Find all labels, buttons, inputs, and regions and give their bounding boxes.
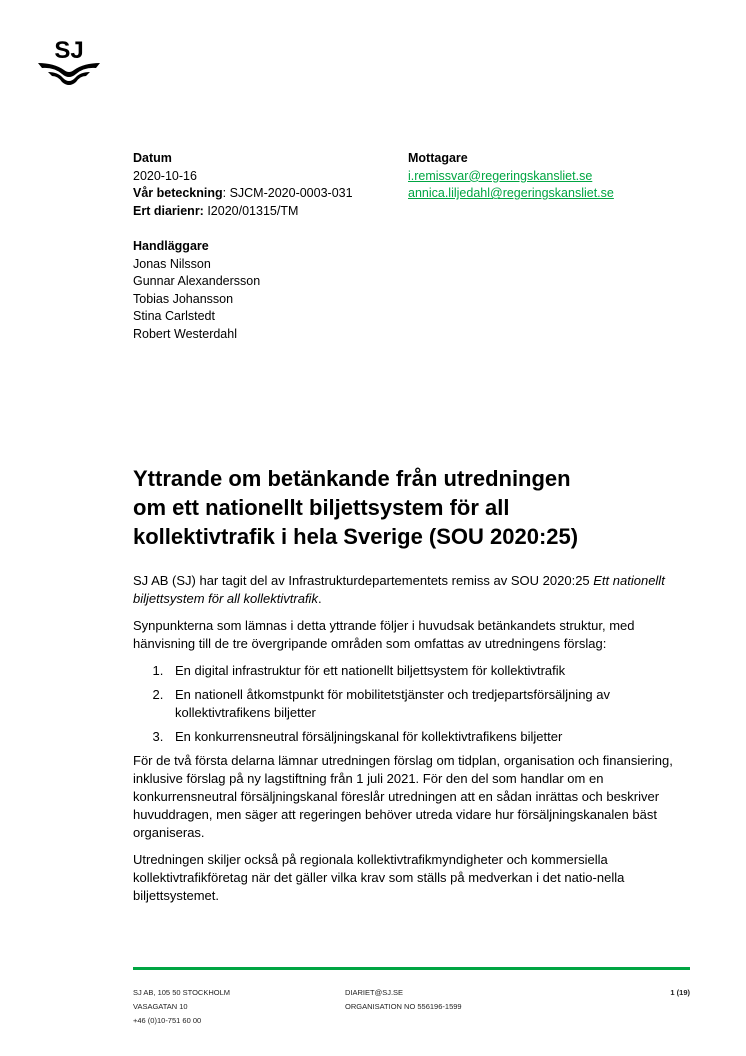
datum-value: 2020-10-16 (133, 168, 197, 183)
handlaggare-name: Tobias Johansson (133, 291, 234, 306)
title-line: kollektivtrafik i hela Sverige (SOU 2020:25) (133, 524, 579, 549)
title-line: om ett nationellt biljettsystem för all (133, 495, 510, 520)
var-beteckning-label: Vår beteckning (133, 186, 223, 201)
handlaggare-name: Robert Westerdahl (133, 326, 237, 341)
document-body (133, 572, 693, 914)
footer-line: VASAGATAN 10 (133, 1002, 188, 1011)
footer-contact (345, 986, 462, 1014)
numbered-list (133, 662, 693, 746)
report-title-italic: Ett nationellt biljettsystem för all kollektivtrafik (133, 573, 665, 606)
mottagare-label: Mottagare (408, 151, 468, 165)
footer-line: DIARIET@SJ.SE (345, 988, 404, 997)
footer-line: ORGANISATION NO 556196-1599 (345, 1002, 462, 1011)
list-item: 2. En nationell åtkomstpunkt för mobilitetstjänster och tredjepartsförsäljning av kollektivtrafikens biljetter (167, 686, 693, 722)
footer-line: SJ AB, 105 50 STOCKHOLM (133, 988, 230, 997)
paragraph-text: SJ AB (SJ) har tagit del av Infrastrukturdepartementets remiss av SOU 2020:25 (133, 573, 594, 588)
recipient-link[interactable]: i.remissvar@regeringskansliet.se (408, 168, 593, 183)
handlaggare-label: Handläggare (133, 239, 209, 253)
meta-right (408, 150, 614, 203)
page-number: 1 (19) (670, 988, 690, 997)
footer-address (133, 986, 230, 1028)
paragraph: Synpunkterna som lämnas i detta yttrande följer i huvudsak betänkandets struktur, med hänvisning till de tre övergripande områden som omfattas av utredningens förslag: (133, 618, 635, 651)
svg-text:SJ: SJ (54, 37, 84, 64)
paragraph-text: . (317, 591, 322, 606)
recipient-link[interactable]: annica.liljedahl@regeringskansliet.se (408, 186, 614, 201)
footer-line: +46 (0)10-751 60 00 (133, 1016, 202, 1025)
paragraph: För de två första delarna lämnar utredningen förslag om tidplan, organisation och finansiering, inklusive förslag på ny lagstiftning från 1 juli 2021. För den del som handlar om en konkurrensneutral försäljningskanal föreslår utredningen att en sådan inrättas och beskriver huvuddragen, men säger att regeringen behöver utreda vidare hur försäljningskanalen bäst organiseras. (133, 753, 673, 840)
paragraph: Utredningen skiljer också på regionala kollektivtrafikmyndigheter och kommersiella kollektivtrafikföretag när det gäller vilka krav som ställs på medverkan i det natio-nella biljettsystemet. (133, 852, 625, 903)
list-item: 1. En digital infrastruktur för ett nationellt biljettsystem för kollektivtrafik (167, 662, 693, 680)
document-title (133, 464, 653, 551)
meta-left (133, 150, 353, 220)
handlaggare-block (133, 238, 260, 344)
handlaggare-name: Stina Carlstedt (133, 309, 215, 324)
datum-label: Datum (133, 151, 172, 165)
handlaggare-name: Gunnar Alexandersson (133, 274, 261, 289)
handlaggare-name: Jonas Nilsson (133, 256, 211, 271)
var-beteckning-value: : SJCM-2020-0003-031 (222, 186, 353, 201)
sj-logo (36, 36, 102, 86)
paragraph (133, 572, 693, 608)
list-item: 3. En konkurrensneutral försäljningskanal för kollektivtrafikens biljetter (167, 728, 693, 746)
title-line: Yttrande om betänkande från utredningen (133, 466, 571, 491)
ert-diarienr-value: I2020/01315/TM (203, 203, 299, 218)
ert-diarienr-label: Ert diarienr: (133, 203, 204, 218)
footer-divider (133, 967, 690, 970)
